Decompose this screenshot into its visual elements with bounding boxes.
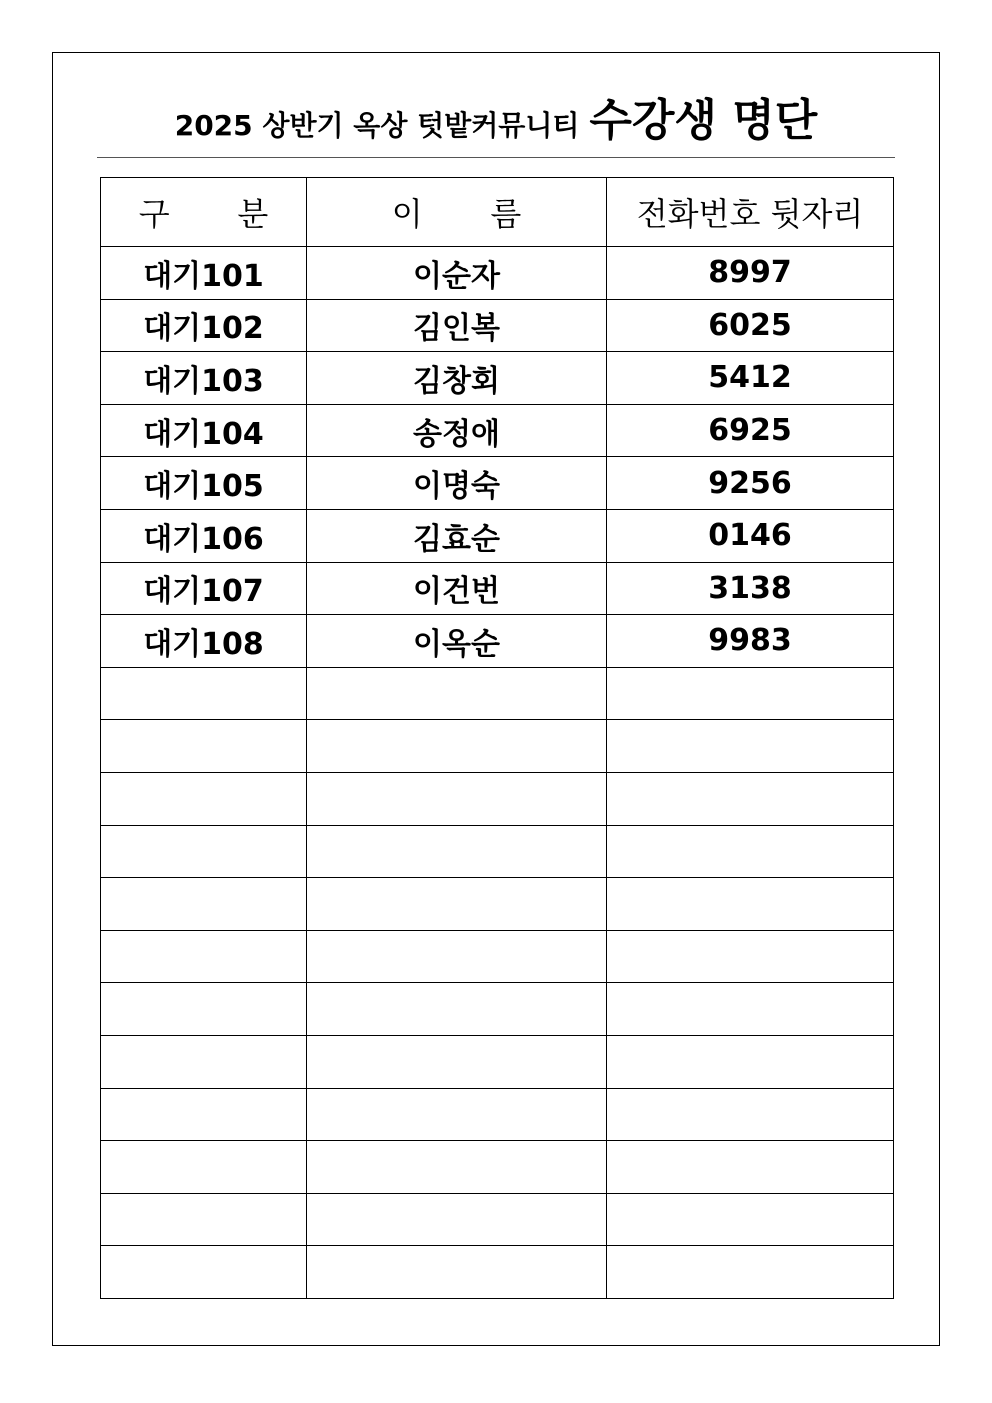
- cell-name: [307, 720, 607, 773]
- cell-phone: [607, 1141, 894, 1194]
- cell-phone: 8997: [607, 247, 894, 300]
- cell-name: 김창회: [307, 352, 607, 405]
- roster-table: [100, 177, 894, 1299]
- cell-phone: [607, 1246, 894, 1299]
- cell-name: 이건번: [307, 562, 607, 615]
- cell-phone: [607, 1035, 894, 1088]
- cell-category: [101, 1246, 307, 1299]
- cell-phone: 3138: [607, 562, 894, 615]
- table-row: [101, 930, 894, 983]
- table-row: [101, 615, 894, 668]
- cell-name: 이순자: [307, 247, 607, 300]
- cell-phone: [607, 930, 894, 983]
- cell-category: [101, 930, 307, 983]
- cell-name: [307, 1088, 607, 1141]
- cell-name: [307, 667, 607, 720]
- page-title: [0, 84, 992, 148]
- table-row: [101, 299, 894, 352]
- cell-phone: 0146: [607, 509, 894, 562]
- cell-name: 김효순: [307, 509, 607, 562]
- table-row: [101, 825, 894, 878]
- cell-name: [307, 1035, 607, 1088]
- cell-category: 대기104: [101, 404, 307, 457]
- roster-body: [101, 247, 894, 1299]
- table-row: [101, 457, 894, 510]
- cell-phone: [607, 1088, 894, 1141]
- table-row: [101, 1035, 894, 1088]
- table-row: [101, 562, 894, 615]
- cell-name: 이명숙: [307, 457, 607, 510]
- table-row: [101, 772, 894, 825]
- cell-category: 대기107: [101, 562, 307, 615]
- cell-name: [307, 1193, 607, 1246]
- header-phone: 전화번호 뒷자리: [607, 178, 894, 247]
- cell-name: 김인복: [307, 299, 607, 352]
- title-divider: [97, 157, 895, 158]
- cell-phone: [607, 983, 894, 1036]
- cell-phone: [607, 878, 894, 931]
- table-row: [101, 667, 894, 720]
- cell-category: [101, 1035, 307, 1088]
- cell-category: [101, 667, 307, 720]
- header-row: [101, 178, 894, 247]
- cell-category: 대기106: [101, 509, 307, 562]
- table-row: [101, 1193, 894, 1246]
- header-name: 이 름: [307, 178, 607, 247]
- cell-name: [307, 772, 607, 825]
- table-row: [101, 352, 894, 405]
- cell-category: [101, 983, 307, 1036]
- cell-category: [101, 1088, 307, 1141]
- table-row: [101, 247, 894, 300]
- cell-name: [307, 983, 607, 1036]
- cell-category: 대기108: [101, 615, 307, 668]
- table-row: [101, 1246, 894, 1299]
- cell-phone: [607, 772, 894, 825]
- table-row: [101, 878, 894, 931]
- title-main: 수강생 명단: [589, 95, 818, 146]
- cell-category: [101, 878, 307, 931]
- cell-phone: 5412: [607, 352, 894, 405]
- cell-phone: [607, 667, 894, 720]
- cell-phone: [607, 720, 894, 773]
- cell-name: 이옥순: [307, 615, 607, 668]
- cell-name: [307, 1246, 607, 1299]
- cell-phone: 6925: [607, 404, 894, 457]
- cell-name: [307, 930, 607, 983]
- cell-category: 대기105: [101, 457, 307, 510]
- cell-phone: [607, 1193, 894, 1246]
- cell-category: [101, 825, 307, 878]
- table-row: [101, 509, 894, 562]
- cell-category: 대기101: [101, 247, 307, 300]
- table-row: [101, 720, 894, 773]
- table-row: [101, 404, 894, 457]
- header-category: 구 분: [101, 178, 307, 247]
- cell-category: [101, 772, 307, 825]
- cell-category: [101, 1193, 307, 1246]
- table-row: [101, 983, 894, 1036]
- table-row: [101, 1088, 894, 1141]
- cell-phone: [607, 825, 894, 878]
- cell-category: 대기102: [101, 299, 307, 352]
- cell-name: [307, 1141, 607, 1194]
- cell-name: [307, 825, 607, 878]
- cell-name: [307, 878, 607, 931]
- cell-category: 대기103: [101, 352, 307, 405]
- cell-phone: 9983: [607, 615, 894, 668]
- cell-category: [101, 1141, 307, 1194]
- table-row: [101, 1141, 894, 1194]
- cell-phone: 9256: [607, 457, 894, 510]
- cell-phone: 6025: [607, 299, 894, 352]
- cell-category: [101, 720, 307, 773]
- title-prefix: 2025 상반기 옥상 텃밭커뮤니티: [174, 109, 580, 142]
- cell-name: 송정애: [307, 404, 607, 457]
